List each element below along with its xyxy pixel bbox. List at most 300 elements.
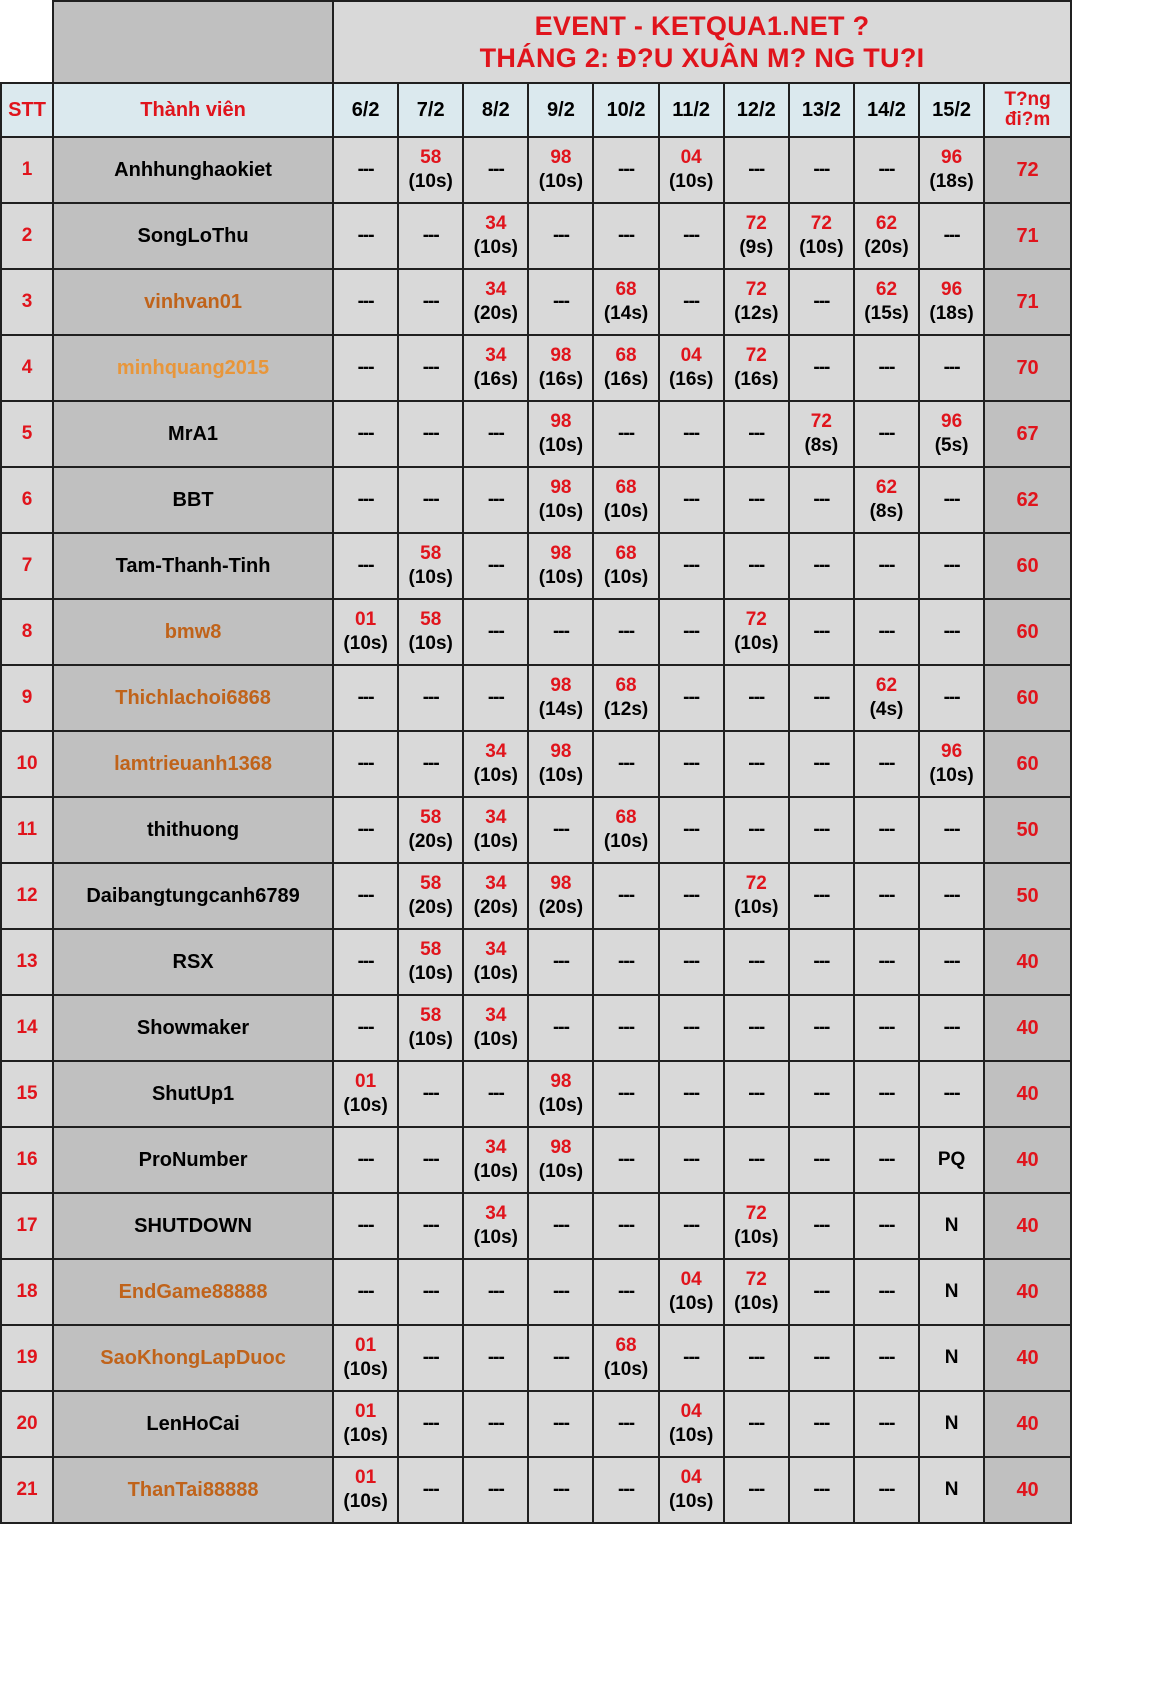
guess-number: 72: [745, 1269, 767, 1290]
result-mark: ---: [487, 1083, 504, 1104]
day-result-cell: [659, 665, 724, 731]
guess-number: 34: [485, 1137, 507, 1158]
guess-number: 62: [875, 279, 898, 300]
guess-number: 01: [355, 1071, 377, 1092]
rank-cell: 9: [1, 665, 53, 731]
rank-cell: 11: [1, 797, 53, 863]
result-mark: ---: [683, 423, 700, 444]
result-mark: ---: [683, 555, 700, 576]
table-row: [1, 335, 1071, 401]
result-mark: ---: [813, 357, 830, 378]
total-points-cell: 71: [984, 203, 1071, 269]
day-result-cell: [593, 665, 658, 731]
result-mark: ---: [357, 687, 374, 708]
day-result-cell: [724, 137, 789, 203]
answer-time: (10s): [343, 633, 388, 654]
result-mark: ---: [357, 225, 374, 246]
day-result-cell: [789, 731, 854, 797]
result-mark: ---: [422, 225, 439, 246]
result-mark: N: [944, 1479, 959, 1500]
total-points-cell: 72: [984, 137, 1071, 203]
day-result-cell: [528, 1457, 593, 1523]
day-result-cell: [463, 797, 528, 863]
result-mark: ---: [683, 225, 700, 246]
answer-time: (20s): [473, 897, 518, 918]
result-mark: ---: [943, 1083, 960, 1104]
guess-number: 98: [550, 543, 572, 564]
result-mark: ---: [357, 357, 374, 378]
guess-number: 04: [680, 1401, 702, 1422]
result-mark: ---: [357, 423, 374, 444]
day-result-cell: [333, 599, 398, 665]
day-result-cell: [593, 203, 658, 269]
day-result-cell: [398, 269, 463, 335]
day-result-cell: [919, 599, 984, 665]
day-result-cell: [528, 1391, 593, 1457]
answer-time: (20s): [408, 831, 453, 852]
total-points-cell: 40: [984, 1193, 1071, 1259]
result-mark: ---: [748, 1017, 765, 1038]
result-mark: ---: [683, 753, 700, 774]
title-row: [1, 1, 1071, 83]
result-mark: ---: [943, 225, 960, 246]
day-result-cell: [659, 1127, 724, 1193]
result-mark: ---: [748, 1083, 765, 1104]
day-result-cell: [333, 533, 398, 599]
day-result-cell: [528, 203, 593, 269]
result-mark: ---: [683, 951, 700, 972]
day-result-cell: [593, 467, 658, 533]
result-mark: ---: [813, 885, 830, 906]
table-row: [1, 533, 1071, 599]
day-result-cell: [854, 1391, 919, 1457]
result-mark: ---: [618, 1281, 635, 1302]
rank-cell: 15: [1, 1061, 53, 1127]
day-result-cell: [463, 665, 528, 731]
total-points-cell: 40: [984, 1061, 1071, 1127]
day-result-cell: [854, 599, 919, 665]
day-result-cell: [789, 995, 854, 1061]
day-result-cell: [528, 335, 593, 401]
day-result-cell: [854, 203, 919, 269]
day-result-cell: [398, 137, 463, 203]
result-mark: PQ: [937, 1149, 966, 1170]
day-result-cell: [919, 335, 984, 401]
day-result-cell: [528, 995, 593, 1061]
day-result-cell: [659, 1061, 724, 1127]
result-mark: ---: [943, 885, 960, 906]
rank-cell: 20: [1, 1391, 53, 1457]
result-mark: ---: [943, 687, 960, 708]
day-result-cell: [854, 1061, 919, 1127]
day-result-cell: [593, 1061, 658, 1127]
result-mark: ---: [748, 423, 765, 444]
guess-number: 98: [550, 477, 572, 498]
result-mark: ---: [487, 1281, 504, 1302]
guess-number: 72: [810, 411, 832, 432]
rank-cell: 19: [1, 1325, 53, 1391]
event-title: [333, 1, 1071, 83]
result-mark: ---: [552, 621, 569, 642]
member-name-cell: ProNumber: [53, 1127, 333, 1193]
result-mark: ---: [748, 159, 765, 180]
day-header: 7/2: [398, 83, 463, 137]
result-mark: ---: [422, 1083, 439, 1104]
day-result-cell: [724, 1193, 789, 1259]
answer-time: (10s): [603, 831, 649, 852]
result-mark: ---: [422, 357, 439, 378]
day-result-cell: [919, 797, 984, 863]
answer-time: (15s): [864, 303, 909, 324]
day-result-cell: [919, 995, 984, 1061]
result-mark: ---: [552, 1215, 569, 1236]
result-mark: ---: [552, 1017, 569, 1038]
result-mark: ---: [552, 1413, 569, 1434]
result-mark: ---: [813, 489, 830, 510]
day-result-cell: [333, 1457, 398, 1523]
guess-number: 98: [550, 411, 572, 432]
day-result-cell: [724, 269, 789, 335]
day-result-cell: [463, 1391, 528, 1457]
day-result-cell: [919, 1259, 984, 1325]
day-result-cell: [463, 467, 528, 533]
answer-time: (20s): [408, 897, 453, 918]
day-result-cell: [528, 665, 593, 731]
day-header: 8/2: [463, 83, 528, 137]
guess-number: 04: [680, 1269, 702, 1290]
guess-number: 72: [745, 609, 767, 630]
guess-number: 04: [680, 345, 702, 366]
guess-number: 34: [485, 807, 507, 828]
day-result-cell: [398, 797, 463, 863]
member-name-cell: Anhhunghaokiet: [53, 137, 333, 203]
day-result-cell: [333, 929, 398, 995]
day-result-cell: [919, 137, 984, 203]
day-result-cell: [789, 401, 854, 467]
day-result-cell: [463, 863, 528, 929]
day-result-cell: [919, 731, 984, 797]
guess-number: 72: [745, 873, 767, 894]
day-result-cell: [463, 137, 528, 203]
day-result-cell: [659, 137, 724, 203]
guess-number: 62: [875, 477, 898, 498]
guess-number: 68: [615, 477, 637, 498]
result-mark: ---: [618, 159, 635, 180]
answer-time: (10s): [408, 1029, 453, 1050]
answer-time: (10s): [473, 237, 518, 258]
answer-time: (8s): [804, 435, 839, 456]
answer-time: (10s): [734, 1293, 779, 1314]
rank-cell: 16: [1, 1127, 53, 1193]
day-result-cell: [659, 929, 724, 995]
answer-time: (10s): [343, 1491, 388, 1512]
day-result-cell: [789, 599, 854, 665]
guess-number: 34: [485, 873, 507, 894]
result-mark: ---: [618, 1149, 635, 1170]
result-mark: ---: [813, 1413, 830, 1434]
day-result-cell: [789, 1457, 854, 1523]
day-result-cell: [333, 995, 398, 1061]
result-mark: ---: [683, 1149, 700, 1170]
day-result-cell: [463, 599, 528, 665]
answer-time: (20s): [473, 303, 518, 324]
table-row: [1, 1391, 1071, 1457]
result-mark: ---: [943, 555, 960, 576]
day-result-cell: [659, 1457, 724, 1523]
result-mark: ---: [878, 1017, 895, 1038]
day-result-cell: [919, 1061, 984, 1127]
rank-cell: 4: [1, 335, 53, 401]
total-points-cell: 50: [984, 797, 1071, 863]
answer-time: (10s): [473, 963, 518, 984]
day-result-cell: [463, 1061, 528, 1127]
day-result-cell: [333, 863, 398, 929]
day-result-cell: [724, 1259, 789, 1325]
result-mark: N: [944, 1413, 959, 1434]
total-points-cell: 60: [984, 599, 1071, 665]
result-mark: ---: [878, 555, 895, 576]
result-mark: ---: [618, 1017, 635, 1038]
result-mark: ---: [422, 1281, 439, 1302]
result-mark: ---: [683, 1017, 700, 1038]
answer-time: (16s): [734, 369, 779, 390]
day-result-cell: [528, 269, 593, 335]
result-mark: ---: [813, 159, 830, 180]
day-result-cell: [593, 1325, 658, 1391]
day-result-cell: [659, 863, 724, 929]
day-result-cell: [333, 1127, 398, 1193]
day-result-cell: [724, 467, 789, 533]
guess-number: 98: [550, 873, 572, 894]
guess-number: 58: [420, 1005, 442, 1026]
day-result-cell: [528, 731, 593, 797]
day-result-cell: [398, 203, 463, 269]
result-mark: ---: [357, 1281, 374, 1302]
member-name-cell: thithuong: [53, 797, 333, 863]
result-mark: ---: [748, 1479, 765, 1500]
table-row: [1, 401, 1071, 467]
result-mark: ---: [422, 1215, 439, 1236]
day-result-cell: [919, 665, 984, 731]
guess-number: 34: [485, 741, 507, 762]
guess-number: 34: [485, 213, 507, 234]
day-result-cell: [724, 863, 789, 929]
day-result-cell: [398, 533, 463, 599]
day-result-cell: [789, 203, 854, 269]
day-result-cell: [724, 401, 789, 467]
result-mark: ---: [813, 555, 830, 576]
day-result-cell: [724, 335, 789, 401]
guess-number: 04: [680, 1467, 702, 1488]
guess-number: 68: [615, 543, 637, 564]
result-mark: ---: [878, 819, 895, 840]
guess-number: 72: [745, 1203, 767, 1224]
guess-number: 58: [420, 939, 442, 960]
day-result-cell: [528, 599, 593, 665]
day-result-cell: [593, 1391, 658, 1457]
day-result-cell: [463, 335, 528, 401]
day-result-cell: [528, 1193, 593, 1259]
result-mark: ---: [878, 357, 895, 378]
day-result-cell: [593, 1127, 658, 1193]
day-result-cell: [659, 467, 724, 533]
answer-time: (10s): [538, 1161, 584, 1182]
result-mark: ---: [878, 951, 895, 972]
day-header: 15/2: [919, 83, 984, 137]
day-result-cell: [789, 467, 854, 533]
day-result-cell: [659, 269, 724, 335]
answer-time: (10s): [668, 1293, 714, 1314]
member-name-cell: EndGame88888: [53, 1259, 333, 1325]
day-result-cell: [854, 1193, 919, 1259]
result-mark: ---: [552, 819, 569, 840]
result-mark: ---: [422, 687, 439, 708]
result-mark: ---: [683, 819, 700, 840]
day-result-cell: [659, 1259, 724, 1325]
guess-number: 58: [420, 807, 442, 828]
day-result-cell: [333, 731, 398, 797]
day-result-cell: [593, 599, 658, 665]
day-result-cell: [789, 929, 854, 995]
day-result-cell: [463, 401, 528, 467]
day-result-cell: [333, 203, 398, 269]
day-result-cell: [398, 929, 463, 995]
total-header-line-1: T?ng: [1004, 89, 1051, 110]
result-mark: ---: [878, 1281, 895, 1302]
day-result-cell: [659, 731, 724, 797]
day-result-cell: [854, 335, 919, 401]
day-result-cell: [398, 401, 463, 467]
table-row: [1, 269, 1071, 335]
result-mark: ---: [552, 1347, 569, 1368]
guess-number: 96: [941, 411, 963, 432]
day-result-cell: [854, 863, 919, 929]
day-result-cell: [724, 533, 789, 599]
result-mark: ---: [618, 1479, 635, 1500]
day-result-cell: [659, 203, 724, 269]
day-result-cell: [659, 995, 724, 1061]
result-mark: ---: [813, 291, 830, 312]
answer-time: (10s): [603, 1359, 649, 1380]
day-result-cell: [854, 1259, 919, 1325]
day-result-cell: [854, 665, 919, 731]
guess-number: 98: [550, 741, 572, 762]
result-mark: ---: [878, 1413, 895, 1434]
total-points-cell: 40: [984, 1325, 1071, 1391]
day-result-cell: [528, 467, 593, 533]
day-result-cell: [398, 1127, 463, 1193]
day-result-cell: [593, 137, 658, 203]
day-result-cell: [398, 335, 463, 401]
guess-number: 62: [875, 675, 898, 696]
guess-number: 72: [810, 213, 832, 234]
result-mark: ---: [618, 885, 635, 906]
day-result-cell: [333, 665, 398, 731]
result-mark: ---: [813, 753, 830, 774]
day-result-cell: [593, 929, 658, 995]
day-result-cell: [724, 599, 789, 665]
day-result-cell: [333, 1391, 398, 1457]
day-result-cell: [724, 797, 789, 863]
member-name-cell: BBT: [53, 467, 333, 533]
day-result-cell: [463, 731, 528, 797]
day-result-cell: [398, 1061, 463, 1127]
answer-time: (10s): [538, 1095, 584, 1116]
day-result-cell: [398, 995, 463, 1061]
member-name-cell: Thichlachoi6868: [53, 665, 333, 731]
result-mark: ---: [943, 357, 960, 378]
day-result-cell: [528, 1127, 593, 1193]
total-points-cell: 62: [984, 467, 1071, 533]
answer-time: (10s): [668, 171, 714, 192]
member-name-cell: ThanTai88888: [53, 1457, 333, 1523]
result-mark: ---: [357, 1017, 374, 1038]
day-result-cell: [333, 1193, 398, 1259]
day-result-cell: [593, 401, 658, 467]
day-result-cell: [789, 335, 854, 401]
result-mark: ---: [813, 1347, 830, 1368]
day-result-cell: [854, 269, 919, 335]
answer-time: (5s): [934, 435, 969, 456]
stt-header: STT: [1, 83, 53, 137]
day-result-cell: [398, 665, 463, 731]
answer-time: (10s): [343, 1359, 388, 1380]
day-result-cell: [919, 203, 984, 269]
guess-number: 58: [420, 873, 442, 894]
day-result-cell: [333, 1061, 398, 1127]
answer-time: (12s): [734, 303, 779, 324]
total-points-cell: 67: [984, 401, 1071, 467]
result-mark: ---: [748, 489, 765, 510]
day-result-cell: [398, 1325, 463, 1391]
day-result-cell: [659, 1193, 724, 1259]
result-mark: ---: [878, 159, 895, 180]
result-mark: N: [944, 1281, 959, 1302]
day-result-cell: [593, 863, 658, 929]
result-mark: ---: [422, 291, 439, 312]
event-title-line-2: THÁNG 2: Đ?U XUÂN M? NG TU?I: [479, 43, 925, 73]
table-row: [1, 665, 1071, 731]
answer-time: (10s): [343, 1095, 388, 1116]
total-points-cell: 40: [984, 929, 1071, 995]
day-result-cell: [659, 533, 724, 599]
result-mark: ---: [813, 1149, 830, 1170]
rank-cell: 3: [1, 269, 53, 335]
table-row: [1, 929, 1071, 995]
day-result-cell: [854, 401, 919, 467]
total-points-cell: 40: [984, 1457, 1071, 1523]
day-result-cell: [528, 1259, 593, 1325]
day-result-cell: [854, 929, 919, 995]
guess-number: 34: [485, 1203, 507, 1224]
total-points-cell: 50: [984, 863, 1071, 929]
day-header: 6/2: [333, 83, 398, 137]
day-header: 9/2: [528, 83, 593, 137]
answer-time: (20s): [864, 237, 909, 258]
result-mark: ---: [748, 1149, 765, 1170]
guess-number: 34: [485, 939, 507, 960]
answer-time: (10s): [408, 963, 453, 984]
guess-number: 98: [550, 1137, 572, 1158]
day-result-cell: [398, 1457, 463, 1523]
day-result-cell: [593, 269, 658, 335]
result-mark: ---: [813, 819, 830, 840]
day-result-cell: [854, 467, 919, 533]
answer-time: (12s): [603, 699, 649, 720]
day-result-cell: [398, 1193, 463, 1259]
day-result-cell: [919, 1127, 984, 1193]
result-mark: ---: [422, 1347, 439, 1368]
